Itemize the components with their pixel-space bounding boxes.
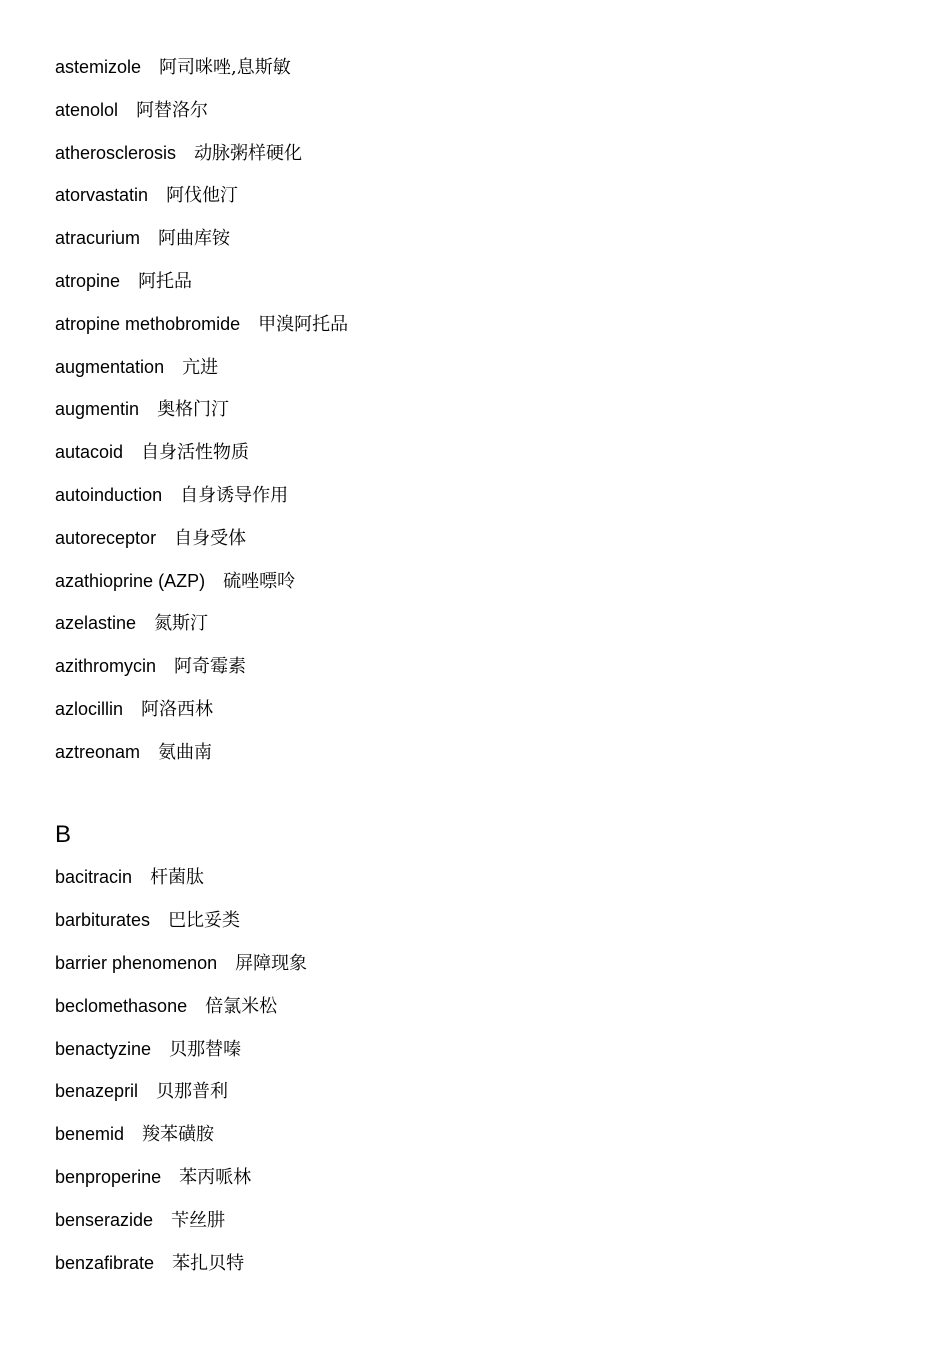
- glossary-entry: [55, 737, 915, 780]
- entry-term: aztreonam: [55, 741, 141, 762]
- entry-translation: 硫唑嘌呤: [223, 570, 296, 592]
- glossary-entry: [55, 1034, 915, 1077]
- entry-translation: 苯丙哌林: [179, 1167, 252, 1189]
- glossary-entry: [55, 948, 915, 991]
- glossary-entry: [55, 905, 915, 948]
- entry-term: autacoid: [55, 442, 124, 463]
- entry-translation: 阿替洛尔: [136, 99, 209, 121]
- entry-term: astemizole: [55, 57, 142, 77]
- entry-term: azithromycin: [55, 656, 157, 677]
- glossary-entry: [55, 223, 915, 266]
- entry-translation: 阿奇霉素: [174, 656, 247, 678]
- entry-translation: 杆菌肽: [150, 867, 205, 888]
- entry-translation: 苄丝肼: [171, 1210, 226, 1232]
- glossary-entry: [55, 138, 915, 181]
- entry-term: atracurium: [55, 228, 141, 249]
- glossary-entry: [55, 266, 915, 309]
- entry-term: bacitracin: [55, 867, 133, 887]
- entry-translation: 甲溴阿托品: [258, 313, 349, 335]
- entry-translation: 阿托品: [138, 270, 193, 292]
- entry-term: atherosclerosis: [55, 142, 177, 163]
- entry-term: benazepril: [55, 1081, 139, 1102]
- entry-term: benactyzine: [55, 1038, 152, 1059]
- entry-translation: 阿洛西林: [141, 698, 214, 720]
- entry-translation: 亢进: [182, 356, 219, 378]
- glossary-entry: [55, 52, 915, 95]
- entry-term: barrier phenomenon: [55, 952, 218, 973]
- entry-translation: 动脉粥样硬化: [194, 142, 303, 164]
- entry-term: azelastine: [55, 613, 137, 634]
- entry-term: barbiturates: [55, 909, 151, 930]
- glossary-entry: [55, 862, 915, 905]
- entry-translation: 自身活性物质: [141, 442, 250, 464]
- entry-translation: 屏障现象: [235, 952, 308, 974]
- entry-translation: 苯扎贝特: [172, 1253, 245, 1275]
- glossary-entry: [55, 180, 915, 223]
- glossary-entry: [55, 566, 915, 609]
- glossary-entry: [55, 608, 915, 651]
- glossary-entry: [55, 480, 915, 523]
- entry-translation: 阿伐他汀: [166, 185, 239, 207]
- entry-translation: 阿司咪唑,息斯敏: [159, 57, 291, 78]
- entry-translation: 倍氯米松: [205, 995, 278, 1017]
- entry-term: atorvastatin: [55, 185, 149, 206]
- entry-translation: 贝那替嗪: [169, 1038, 242, 1060]
- entry-translation: 奥格门汀: [157, 399, 230, 421]
- glossary-entry: [55, 651, 915, 694]
- entry-term: benserazide: [55, 1210, 154, 1231]
- entry-translation: 贝那普利: [156, 1081, 229, 1103]
- glossary-entry: [55, 1076, 915, 1119]
- entry-translation: 氨曲南: [158, 741, 213, 763]
- entry-translation: 阿曲库铵: [158, 228, 231, 250]
- glossary-entry: [55, 352, 915, 395]
- entry-term: autoinduction: [55, 484, 163, 505]
- glossary-entry: [55, 394, 915, 437]
- glossary-entry: [55, 437, 915, 480]
- entry-term: benproperine: [55, 1167, 162, 1188]
- entry-term: augmentation: [55, 356, 165, 377]
- glossary-entry: [55, 694, 915, 737]
- glossary-entry: [55, 1162, 915, 1205]
- glossary-list-a: [55, 52, 915, 780]
- glossary-entry: [55, 991, 915, 1034]
- entry-translation: 巴比妥类: [168, 909, 241, 931]
- glossary-entry: [55, 309, 915, 352]
- entry-term: augmentin: [55, 399, 140, 420]
- entry-term: atenolol: [55, 99, 119, 120]
- entry-term: atropine methobromide: [55, 313, 241, 334]
- entry-term: azlocillin: [55, 698, 124, 719]
- entry-term: azathioprine (AZP): [55, 570, 206, 591]
- entry-translation: 羧苯磺胺: [142, 1124, 215, 1146]
- entry-translation: 自身受体: [174, 527, 247, 549]
- glossary-entry: [55, 1248, 915, 1291]
- entry-term: benemid: [55, 1124, 125, 1145]
- entry-term: autoreceptor: [55, 527, 157, 548]
- glossary-entry: [55, 1119, 915, 1162]
- entry-translation: 氮斯汀: [154, 613, 209, 635]
- glossary-entry: [55, 1205, 915, 1248]
- entry-translation: 自身诱导作用: [180, 484, 289, 506]
- glossary-entry: [55, 95, 915, 138]
- glossary-entry: [55, 523, 915, 566]
- entry-term: benzafibrate: [55, 1253, 155, 1274]
- entry-term: beclomethasone: [55, 995, 188, 1016]
- glossary-list-b: [55, 862, 915, 1291]
- section-heading-b: B: [55, 821, 72, 848]
- entry-term: atropine: [55, 270, 121, 291]
